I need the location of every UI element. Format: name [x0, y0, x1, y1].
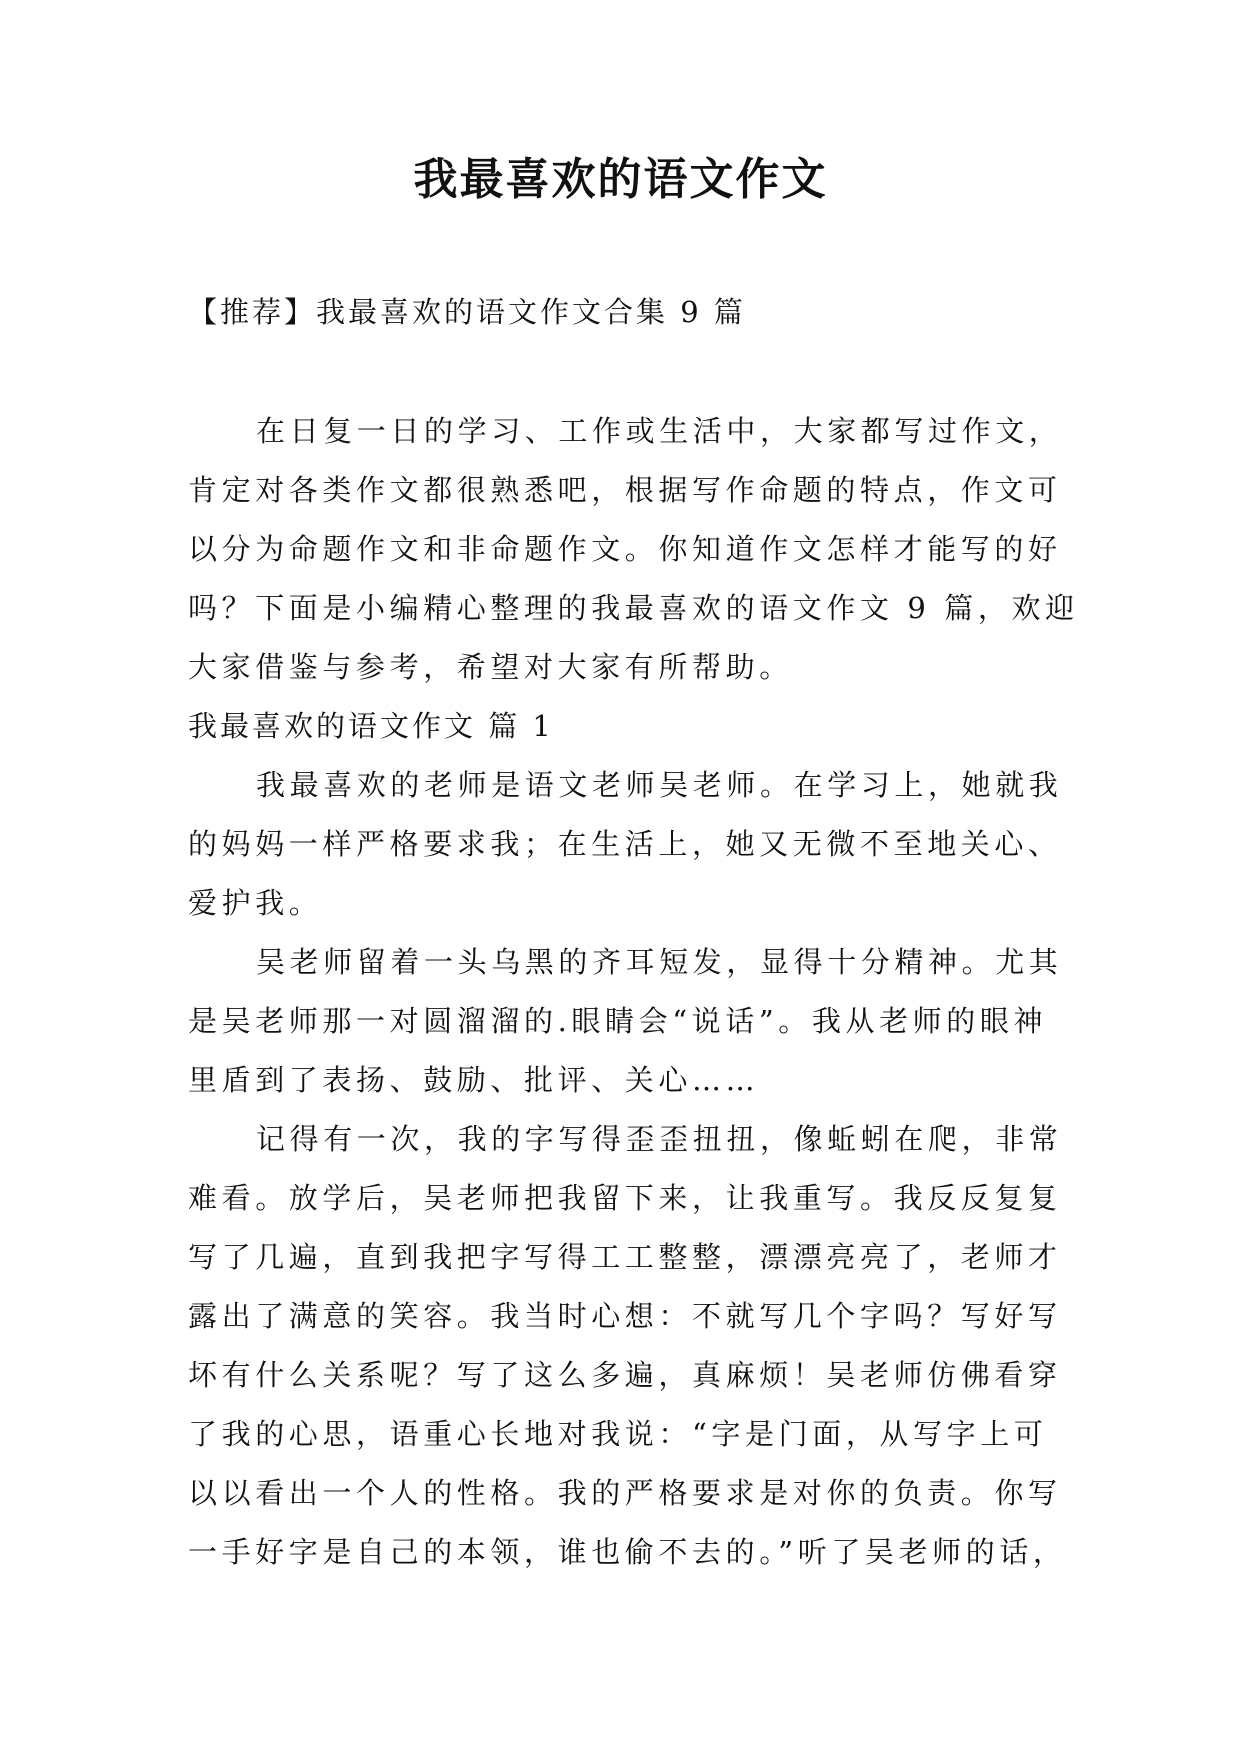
body-line: 在日复一日的学习、工作或生活中，大家都写过作文，: [256, 414, 1063, 448]
body-line: 写了几遍，直到我把字写得工工整整，漂漂亮亮了，老师才: [188, 1240, 1062, 1274]
body-line: 了我的心思，语重心长地对我说：“字是门面，从写字上可: [188, 1417, 1048, 1451]
body-line: 坏有什么关系呢？写了这么多遍，真麻烦！吴老师仿佛看穿: [188, 1358, 1062, 1392]
body-line: 记得有一次，我的字写得歪歪扭扭，像蚯蚓在爬，非常: [256, 1122, 1063, 1156]
document-subtitle: 【推荐】我最喜欢的语文作文合集 9 篇: [188, 295, 746, 329]
body-line: 以以看出一个人的性格。我的严格要求是对你的负责。你写: [188, 1476, 1062, 1510]
body-line: 以分为命题作文和非命题作文。你知道作文怎样才能写的好: [188, 532, 1062, 566]
body-line: 肯定对各类作文都很熟悉吧，根据写作命题的特点，作文可: [188, 473, 1062, 507]
body-line: 里盾到了表扬、鼓励、批评、关心……: [188, 1063, 760, 1097]
body-line: 一手好字是自己的本领，谁也偷不去的。”听了吴老师的话，: [188, 1535, 1067, 1569]
body-line: 难看。放学后，吴老师把我留下来，让我重写。我反反复复: [188, 1181, 1062, 1215]
body-line: 露出了满意的笑容。我当时心想：不就写几个字吗？写好写: [188, 1299, 1062, 1333]
document-body: [188, 402, 1079, 1582]
body-line: 吗？下面是小编精心整理的我最喜欢的语文作文 9 篇，欢迎: [188, 591, 1079, 625]
body-line: 的妈妈一样严格要求我；在生活上，她又无微不至地关心、: [188, 827, 1062, 861]
section-heading: 我最喜欢的语文作文 篇 1: [188, 709, 554, 743]
body-line: 我最喜欢的老师是语文老师吴老师。在学习上，她就我: [256, 768, 1063, 802]
document-title: 我最喜欢的语文作文: [413, 154, 828, 205]
body-line: 是吴老师那一对圆溜溜的.眼睛会“说话”。我从老师的眼神: [188, 1004, 1048, 1038]
body-line: 大家借鉴与参考，希望对大家有所帮助。: [188, 650, 793, 684]
body-line: 吴老师留着一头乌黑的齐耳短发，显得十分精神。尤其: [256, 945, 1063, 979]
body-line: 爱护我。: [188, 886, 323, 920]
